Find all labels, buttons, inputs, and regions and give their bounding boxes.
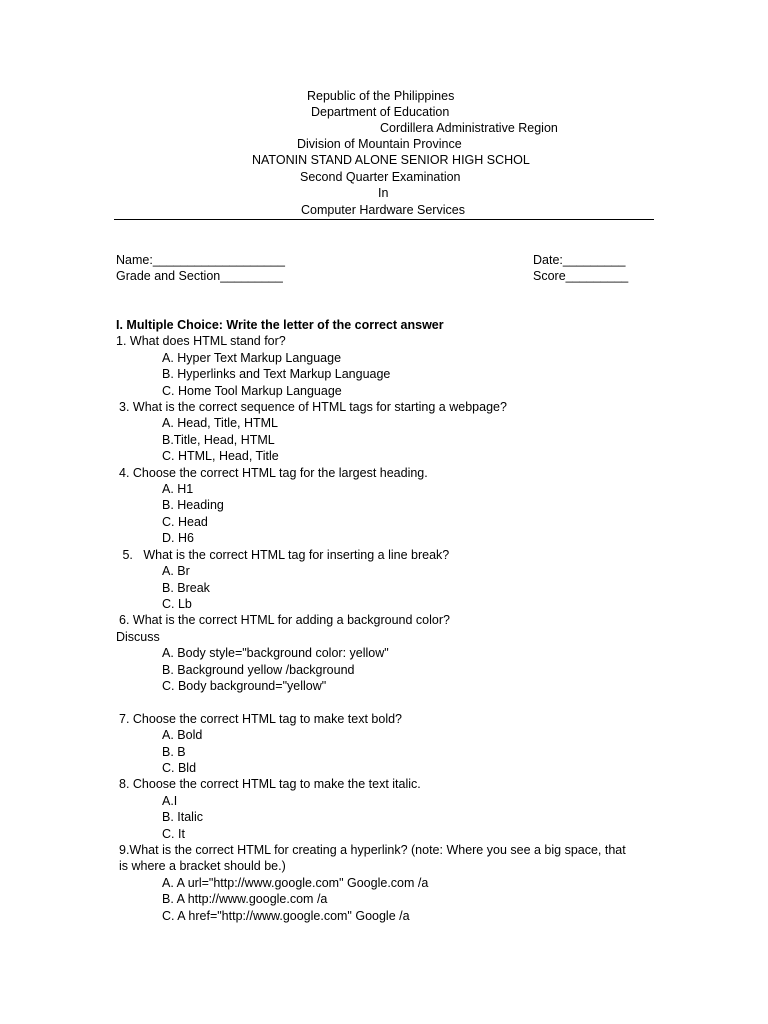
header-divider [114,219,654,220]
question-5-choice-a: A. Br [162,564,190,579]
question-5: 5. What is the correct HTML tag for inserting a line break? [119,547,450,562]
header-region: Cordillera Administrative Region [380,121,558,135]
question-8-choice-c: C. It [162,826,185,841]
section-title: I. Multiple Choice: Write the letter of the correct answer [116,318,444,332]
header-school: NATONIN STAND ALONE SENIOR HIGH SCHOL [252,153,530,167]
question-9-choice-a: A. A url="http://www.google.com" Google.com /a [162,875,429,890]
header-subject: Computer Hardware Services [301,203,465,217]
question-9-continued: is where a bracket should be.) [119,859,286,874]
question-1-choice-c: C. Home Tool Markup Language [162,383,342,398]
question-4-choice-a: A. H1 [162,482,194,497]
question-4-choice-d: D. H6 [162,531,194,546]
question-5-choice-b: B. Break [162,580,210,595]
question-6-choice-c: C. Body background="yellow" [162,678,327,693]
question-6-choice-b: B. Background yellow /background [162,662,355,677]
question-4-choice-c: C. Head [162,514,208,529]
question-8: 8. Choose the correct HTML tag to make the text italic. [119,777,421,792]
header-department: Department of Education [311,105,450,119]
exam-content [116,317,656,924]
question-3-choice-a: A. Head, Title, HTML [162,416,279,431]
question-9: 9.What is the correct HTML for creating a hyperlink? (note: Where you see a big space, that [119,842,626,857]
question-4: 4. Choose the correct HTML tag for the largest heading. [119,465,428,480]
question-3-choice-c: C. HTML, Head, Title [162,449,279,464]
question-9-choice-c: C. A href="http://www.google.com" Google /a [162,908,410,923]
question-7: 7. Choose the correct HTML tag to make text bold? [119,711,403,726]
question-6-choice-a: A. Body style="background color: yellow" [162,646,389,661]
question-3-choice-b: B.Title, Head, HTML [162,432,275,447]
header-in: In [378,186,389,200]
date-field: Date:_________ [533,253,626,267]
question-9-choice-b: B. A http://www.google.com /a [162,892,328,907]
grade-section-field: Grade and Section_________ [116,269,283,283]
header-republic: Republic of the Philippines [307,89,455,103]
question-7-choice-b: B. B [162,744,186,759]
question-5-choice-c: C. Lb [162,596,192,611]
question-8-choice-a: A.I [162,793,178,808]
question-4-choice-b: B. Heading [162,498,224,513]
blank-line [116,694,656,710]
header-exam-title: Second Quarter Examination [300,170,461,184]
question-1-choice-a: A. Hyper Text Markup Language [162,350,342,365]
score-field: Score_________ [533,269,629,283]
question-6: 6. What is the correct HTML for adding a background color? [119,613,450,628]
question-8-choice-b: B. Italic [162,810,203,825]
question-6-extra: Discuss [116,629,160,644]
question-7-choice-c: C. Bld [162,760,197,775]
name-field: Name:___________________ [116,253,285,267]
header-division: Division of Mountain Province [297,137,462,151]
question-1: 1. What does HTML stand for? [116,334,286,349]
question-1-choice-b: B. Hyperlinks and Text Markup Language [162,367,391,382]
question-3: 3. What is the correct sequence of HTML tags for starting a webpage? [119,400,507,415]
question-7-choice-a: A. Bold [162,728,203,743]
